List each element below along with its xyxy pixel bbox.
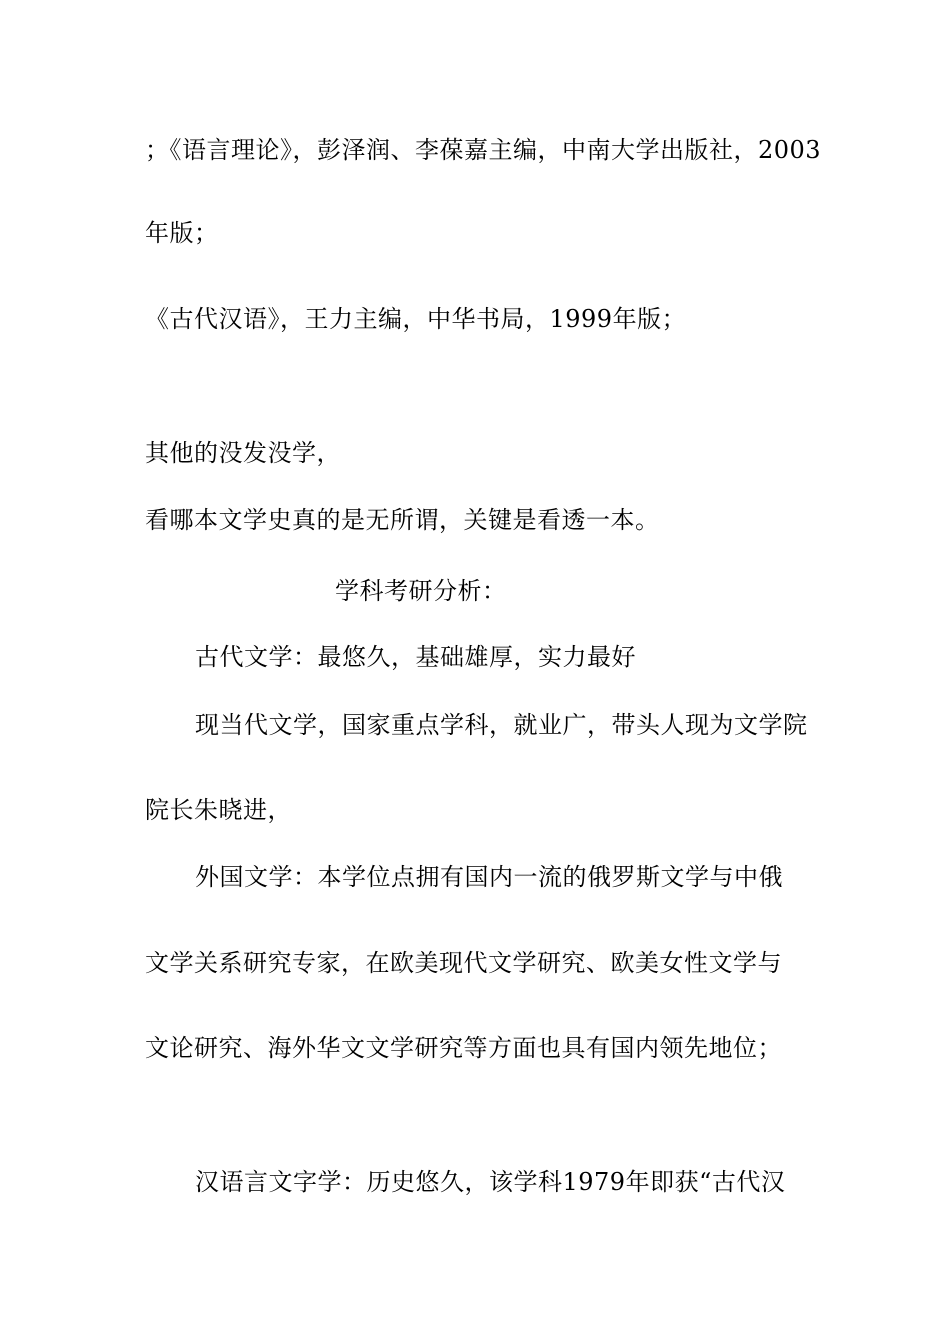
text-line-other: 其他的没发没学， — [145, 439, 341, 467]
paragraph-chinese-philology: 汉语言文字学：历史悠久，该学科1979年即获“古代汉 — [195, 1168, 786, 1196]
paragraph-foreign-literature-cont-2: 文论研究、海外华文文学研究等方面也具有国内领先地位； — [145, 1034, 782, 1062]
reference-line-ancient-chinese: 《古代汉语》，王力主编，中华书局，1999年版； — [145, 305, 687, 333]
paragraph-foreign-literature-cont-1: 文学关系研究专家，在欧美现代文学研究、欧美女性文学与 — [145, 949, 782, 977]
paragraph-foreign-literature: 外国文学：本学位点拥有国内一流的俄罗斯文学与中俄 — [195, 863, 783, 891]
section-heading-subject-analysis: 学科考研分析： — [335, 577, 507, 605]
reference-line-language-theory-cont: 年版； — [145, 219, 219, 247]
text-line-literature-history: 看哪本文学史真的是无所谓，关键是看透一本。 — [145, 506, 660, 534]
paragraph-ancient-literature: 古代文学：最悠久，基础雄厚，实力最好 — [195, 643, 636, 671]
reference-line-language-theory: ；《语言理论》，彭泽润、李葆嘉主编，中南大学出版社，2003 — [145, 136, 822, 164]
paragraph-modern-literature: 现当代文学，国家重点学科，就业广，带头人现为文学院 — [195, 711, 808, 739]
paragraph-modern-literature-cont: 院长朱晓进， — [145, 796, 292, 824]
